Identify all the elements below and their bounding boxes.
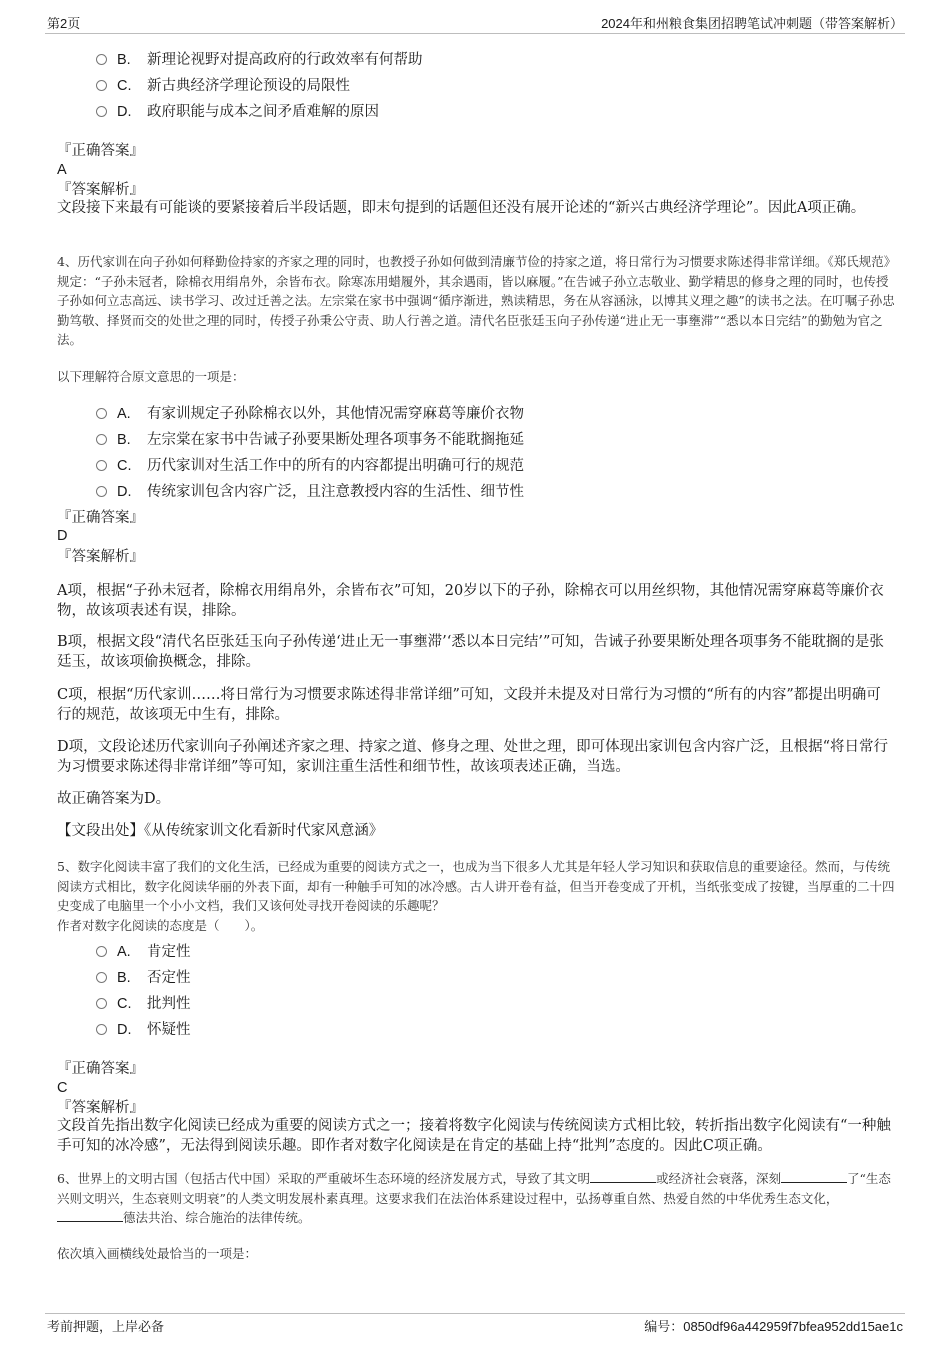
- radio-icon[interactable]: [96, 1024, 107, 1035]
- q5-option-b[interactable]: B. 否定性: [96, 966, 191, 986]
- q6-prompt: 依次填入画横线处最恰当的一项是：: [57, 1246, 258, 1261]
- q4-source: 【文段出处】《从传统家训文化看新时代家风意涵》: [57, 823, 384, 839]
- q4-option-a[interactable]: A. 有家训规定子孙除棉衣以外，其他情况需穿麻葛等廉价衣物: [96, 402, 524, 422]
- document-title: 2024年和州粮食集团招聘笔试冲刺题（带答案解析）: [601, 16, 903, 31]
- q4-analysis-b: B项，根据文段“清代名臣张廷玉向子孙传递‘进止无一事壅滞’‘悉以本日完结’”可知，告诫子孙要果断处理各项事务不能耽搁的是张廷玉，故该项偷换概念，排除。: [57, 634, 884, 670]
- q4-option-c[interactable]: C. 历代家训对生活工作中的所有的内容都提出明确可行的规范: [96, 454, 524, 474]
- q4-analysis-a: A项，根据“子孙未冠者，除棉衣用绢帛外，余皆布衣”可知，20岁以下的子孙，除棉衣可以用丝织物，其他情况需穿麻葛等廉价衣物，故该项表述有误，排除。: [57, 583, 884, 619]
- q5-prompt: 作者对数字化阅读的态度是（ ）。: [57, 918, 264, 933]
- radio-icon[interactable]: [96, 408, 107, 419]
- radio-icon[interactable]: [96, 80, 107, 91]
- q5-option-c[interactable]: C. 批判性: [96, 992, 191, 1012]
- page-number: 第2页: [47, 16, 81, 31]
- q5-answer-label: 『正确答案』: [57, 1061, 144, 1077]
- q5-option-d[interactable]: D. 怀疑性: [96, 1018, 191, 1038]
- q3-answer: A: [57, 162, 67, 178]
- q4-option-b[interactable]: B. 左宗棠在家书中告诫子孙要果断处理各项事务不能耽搁拖延: [96, 428, 524, 448]
- radio-icon[interactable]: [96, 460, 107, 471]
- radio-icon[interactable]: [96, 946, 107, 957]
- radio-icon[interactable]: [96, 972, 107, 983]
- q5-stem: 5、数字化阅读丰富了我们的文化生活，已经成为重要的阅读方式之一，也成为当下很多人尤其是年轻人学习知识和获取信息的重要途径。然而，与传统阅读方式相比，数字化阅读华丽的外表下面，却有一种触手可知的冰冷感。古人讲开卷有益，但当开卷变成了开机，当纸张变成了按键，当厚重的二十四史变成了电脑里一个小小文档，我们又该何处寻找开卷阅读的乐趣呢？: [57, 859, 895, 913]
- q5-analysis: 文段首先指出数字化阅读已经成为重要的阅读方式之一；接着将数字化阅读与传统阅读方式相比较，转折指出数字化阅读有“一种触手可知的冰冷感”，无法得到阅读乐趣。即作者对数字化阅读是在肯定的基础上持“批判”态度的。因此C项正确。: [57, 1118, 891, 1154]
- radio-icon[interactable]: [96, 486, 107, 497]
- q4-analysis-label: 『答案解析』: [57, 549, 144, 565]
- q3-option-b[interactable]: B. 新理论视野对提高政府的行政效率有何帮助: [96, 48, 423, 68]
- q4-answer: D: [57, 528, 68, 544]
- radio-icon[interactable]: [96, 106, 107, 117]
- q4-analysis-d: D项，文段论述历代家训向子孙阐述齐家之理、持家之道、修身之理、处世之理，即可体现出家训包含内容广泛，且根据“将日常行为习惯要求陈述得非常详细”等可知，家训注重生活性和细节性，故该项表述正确，当选。: [57, 739, 889, 775]
- q3-analysis-label: 『答案解析』: [57, 182, 144, 198]
- q4-stem: 4、历代家训在向子孙如何释勤俭持家的齐家之理的同时，也教授子孙如何做到清廉节俭的持家之道，将日常行为习惯要求陈述得非常详细。《郑氏规范》规定：“子孙未冠者，除棉衣用绢帛外，余皆布衣。除寒冻用蜡履外，其余遇雨，皆以麻履。”在告诫子孙立志敬业、勤学精思的修身之理的同时，也传授子孙如何立志高远、读书学习、改过迁善之法。左宗棠在家书中强调“循序渐进，熟读精思，务在从容涵泳，以博其义理之趣”的读书之法。在叮嘱子孙忠勤笃敬、择贤而交的处世之理的同时，传授子孙秉公守责、助人行善之道。清代名臣张廷玉向子孙传递“进止无一事壅滞”“悉以本日完结”的勤勉为官之法。: [57, 254, 897, 347]
- q6-stem: 6、世界上的文明古国（包括古代中国）采取的严重破坏生态环境的经济发展方式，导致了其文明 或经济社会衰落，深刻 了“生态兴则文明兴，生态衰则文明衰”的人类文明发展朴素真理。这要求我们在法治体系建设过程中，弘扬尊重自然、热爱自然的中华优秀生态文化，德法共治、综合施治的法律传统。: [57, 1171, 891, 1225]
- footer-slogan: 考前押题，上岸必备: [47, 1319, 165, 1334]
- q5-analysis-label: 『答案解析』: [57, 1100, 144, 1116]
- q3-analysis: 文段接下来最有可能谈的要紧接着后半段话题，即末句提到的话题但还没有展开论述的“新兴古典经济学理论”。因此A项正确。: [57, 200, 866, 216]
- q4-answer-label: 『正确答案』: [57, 510, 144, 526]
- q5-option-a[interactable]: A. 肯定性: [96, 940, 191, 960]
- q3-answer-label: 『正确答案』: [57, 143, 144, 159]
- q4-option-d[interactable]: D. 传统家训包含内容广泛，且注意教授内容的生活性、细节性: [96, 480, 524, 500]
- q5-answer: C: [57, 1080, 68, 1096]
- radio-icon[interactable]: [96, 54, 107, 65]
- q3-option-d[interactable]: D. 政府职能与成本之间矛盾难解的原因: [96, 100, 379, 120]
- q3-option-c[interactable]: C. 新古典经济学理论预设的局限性: [96, 74, 350, 94]
- q4-prompt: 以下理解符合原文意思的一项是：: [57, 369, 245, 384]
- radio-icon[interactable]: [96, 434, 107, 445]
- fill-blank-1[interactable]: [590, 1170, 656, 1183]
- fill-blank-3[interactable]: [57, 1209, 123, 1222]
- fill-blank-2[interactable]: [781, 1170, 847, 1183]
- document-code: 编号：0850df96a442959f7bfea952dd15ae1c: [644, 1319, 903, 1334]
- q4-analysis-c: C项，根据“历代家训……将日常行为习惯要求陈述得非常详细”可知，文段并未提及对日常行为习惯的“所有的内容”都提出明确可行的规范，故该项无中生有，排除。: [57, 687, 881, 723]
- page-header: [45, 13, 905, 34]
- q4-conclusion: 故正确答案为D。: [57, 791, 171, 807]
- radio-icon[interactable]: [96, 998, 107, 1009]
- page-footer: [45, 1313, 905, 1336]
